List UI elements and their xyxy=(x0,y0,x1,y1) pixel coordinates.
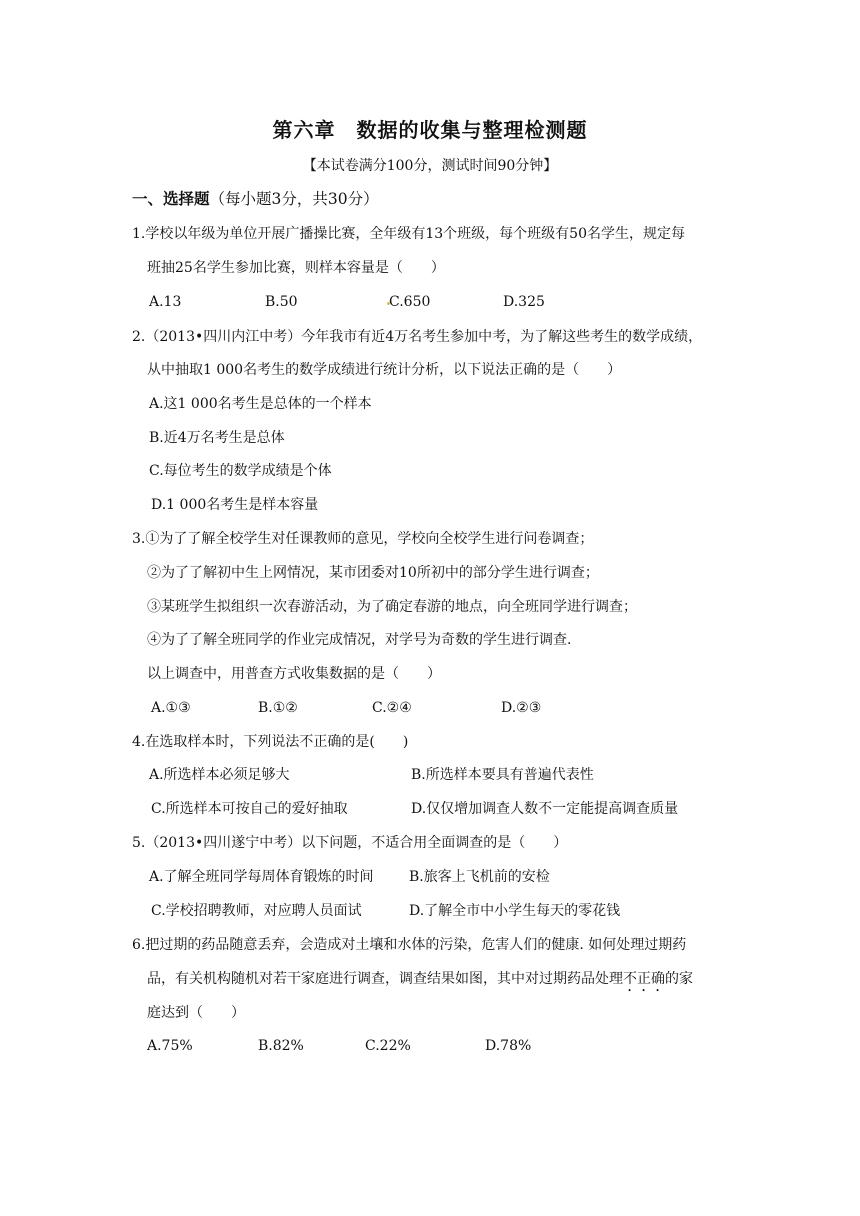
question-3-option-c: C.②④ xyxy=(372,700,412,716)
question-2-option-a: A.这1 000名考生是总体的一个样本 xyxy=(149,396,372,412)
question-2-option-c: C.每位考生的数学成绩是个体 xyxy=(149,463,332,479)
page-title: 第六章 数据的收集与整理检测题 xyxy=(272,118,588,142)
question-3-line-1: 3.①为了了解全校学生对任课教师的意见，学校向全校学生进行问卷调查； xyxy=(132,531,594,547)
question-6-option-c: C.22% xyxy=(365,1038,411,1054)
section-note: （每小题3分，共30分） xyxy=(209,190,379,208)
question-2-option-b: B.近4万名考生是总体 xyxy=(149,430,285,446)
question-3-option-d: D.②③ xyxy=(501,700,542,716)
question-6-option-d: D.78% xyxy=(485,1038,532,1054)
question-2-line-2: 从中抽取1 000名考生的数学成绩进行统计分析，以下说法正确的是（ ） xyxy=(147,362,622,378)
question-6-line-2-pre: 品，有关机构随机对若干家庭进行调查，调查结果如图，其中对过期药品处理 xyxy=(147,971,623,987)
question-3-line-5: 以上调查中，用普查方式收集数据的是（ ） xyxy=(147,666,441,682)
question-5-option-b: B.旅客上飞机前的安检 xyxy=(409,869,550,885)
question-5-option-d: D.了解全市中小学生每天的零花钱 xyxy=(409,903,621,919)
question-6-option-b: B.82% xyxy=(258,1038,304,1054)
question-2-line-1: 2.（2013•四川内江中考）今年我市有近4万名考生参加中考，为了解这些考生的数学成绩， xyxy=(132,329,703,345)
question-1-option-b: B.50 xyxy=(265,294,298,310)
emphasized-text: 不正确 xyxy=(623,971,665,987)
question-6-option-a: A.75% xyxy=(147,1038,193,1054)
question-6-line-2-post: 的家 xyxy=(665,971,693,987)
question-3-line-4: ④为了了解全班同学的作业完成情况，对学号为奇数的学生进行调查. xyxy=(147,632,572,648)
question-1-option-d: D.325 xyxy=(503,294,545,310)
question-5-option-a: A.了解全班同学每周体育锻炼的时间 xyxy=(149,869,374,885)
question-2-option-d: D.1 000名考生是样本容量 xyxy=(151,497,319,513)
question-6-line-1: 6.把过期的药品随意丢弃，会造成对土壤和水体的污染，危害人们的健康. 如何处理过期药 xyxy=(132,937,687,953)
question-1-line-2: 班抽25名学生参加比赛，则样本容量是（ ） xyxy=(147,260,445,276)
page-subtitle: 【本试卷满分100分，测试时间90分钟】 xyxy=(302,158,558,174)
question-3-option-a: A.①③ xyxy=(151,700,191,716)
question-3-line-2: ②为了了解初中生上网情况，某市团委对10所初中的部分学生进行调查； xyxy=(147,565,599,581)
section-label: 一、选择题 xyxy=(132,189,210,208)
question-1-option-a: A.13 xyxy=(149,294,182,310)
question-6-line-3: 庭达到（ ） xyxy=(147,1005,245,1021)
question-4-option-c: C.所选样本可按自己的爱好抽取 xyxy=(151,801,348,817)
question-4-option-b: B.所选样本要具有普遍代表性 xyxy=(411,767,594,783)
question-1-option-c: C.650 xyxy=(389,294,431,310)
question-4-line-1: 4.在选取样本时，下列说法不正确的是( ) xyxy=(132,734,409,750)
question-3-option-b: B.①② xyxy=(258,700,298,716)
question-3-line-3: ③某班学生拟组织一次春游活动，为了确定春游的地点，向全班同学进行调查； xyxy=(147,599,637,615)
question-5-line-1: 5.（2013•四川遂宁中考）以下问题，不适合用全面调查的是（ ） xyxy=(132,835,568,851)
question-5-option-c: C.学校招聘教师，对应聘人员面试 xyxy=(151,903,362,919)
question-6-line-2 xyxy=(147,969,693,995)
question-1-line-1: 1.学校以年级为单位开展广播操比赛，全年级有13个班级，每个班级有50名学生，规定每 xyxy=(132,226,685,242)
question-4-option-d: D.仅仅增加调查人数不一定能提高调查质量 xyxy=(411,801,679,817)
section-heading xyxy=(132,187,379,209)
question-4-option-a: A.所选样本必须足够大 xyxy=(149,767,290,783)
